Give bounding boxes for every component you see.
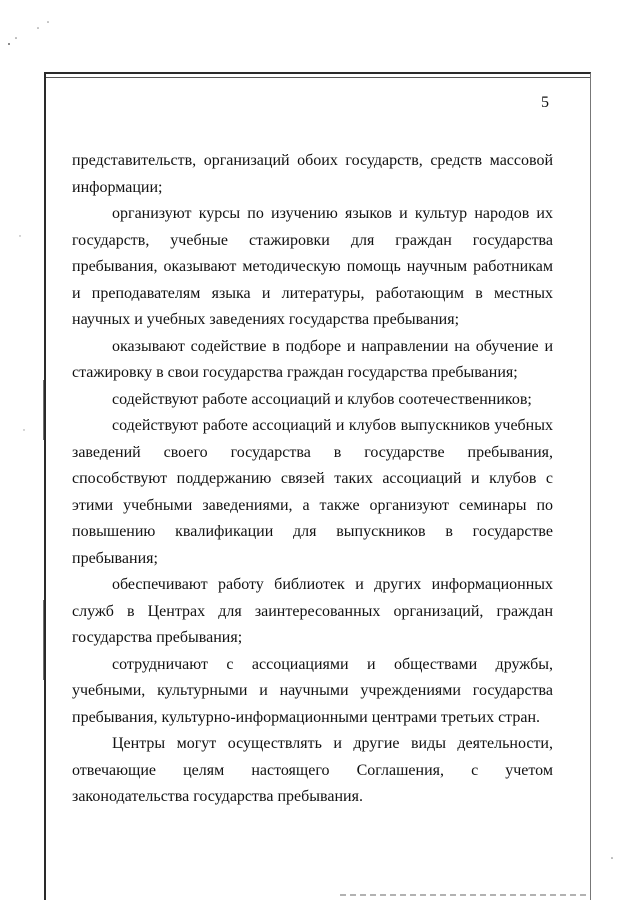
page-number: 5: [541, 94, 549, 111]
paragraph-7: сотрудничают с ассоциациями и обществами дружбы, учебными, культурными и научными учреждениями государства пребывания, культурно-информационными центрами третьих стран.: [72, 655, 553, 726]
paragraph-2: организуют курсы по изучению языков и культур народов их государств, учебные стажировки для граждан государства пребывания, оказывают методическую помощь научным работникам и преподавателям языка и литературы, работающим в местных научных и учебных заведениях государства пребывания;: [72, 205, 553, 328]
paragraph-6: обеспечивают работу библиотек и других информационных служб в Центрах для заинтересованных организаций, граждан государства пребывания;: [72, 576, 553, 646]
paragraph-8: Центры могут осуществлять и другие виды деятельности, отвечающие целям настоящего Соглашения, с учетом законодательства государства пребывания.: [72, 735, 553, 805]
document-body: [72, 148, 553, 811]
paragraph-4: содействуют работе ассоциаций и клубов соотечественников;: [112, 390, 532, 408]
paragraph-1: представительств, организаций обоих государств, средств массовой информации;: [72, 152, 553, 196]
paragraph-3: оказывают содействие в подборе и направлении на обучение и стажировку в свои государства граждан государства пребывания;: [72, 337, 553, 381]
paragraph-5: содействуют работе ассоциаций и клубов выпускников учебных заведений своего государства в государстве пребывания, способствуют поддержанию связей таких ассоциаций и клубов с этими учебными заведениями, а также организуют семинары по повышению квалификации для выпускников в государстве пребывания;: [72, 417, 553, 567]
